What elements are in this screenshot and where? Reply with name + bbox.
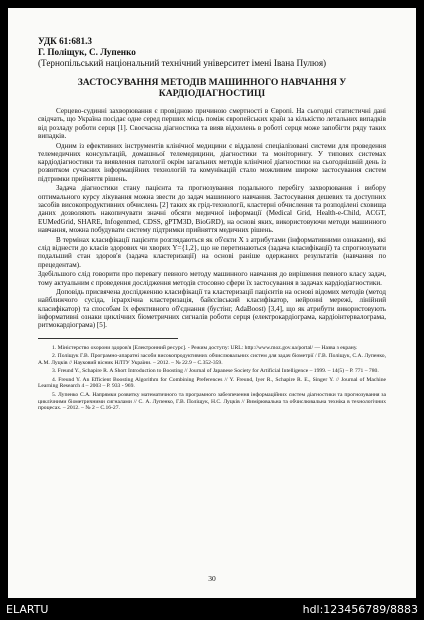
paragraph: Доповідь присвячена дослідженню класифікації та кластеризації пацієнтів на основі відомих методів (метод найближчого сусіда, ієрархічна кластеризація, байєсівський класифікатор, нейронні мережі, лінійний класифікатор) та способам їх ефективного об'єднання (бустінг, AdaBoost) [3,4], що як атрибути використовують інформативні ознаки циклічних біометричних сигналів роботи серця (електрокардіограма, кардіоінтервалограма, ритмокардіограма) [5]. xyxy=(38,288,386,330)
document-page xyxy=(8,8,416,598)
viewer-footer xyxy=(0,600,424,620)
udk-code: УДК 61:681.3 xyxy=(38,36,93,46)
reference-item: 5. Лупенко С.А. Напрямки розвитку математичного та програмного забезпечення інформаційних систем діагностики та прогнозування за циклічними біометричними сигналами // С. А. Лупенко, Г.В. Поліщук, Н.С. Луцків // Вимірювальна та обчислювальна техніка в технологічних процесах. – 2012. – № 2 – С.16-27. xyxy=(38,391,386,412)
paragraph: Одним із ефективних інструментів клінічної медицини є віддалені спеціалізовані системи для проведення телемедичних консультацій, домашньої телемедицини, діагностики та моніторингу. У типових системах кардіодіагностики та виявлення патології окрім загальних методів клінічної діагностики на сьогоднішній день із розвитком сучасних інформаційних технологій та комунікацій стало можливим широке застосування систем підтримки прийняття рішень. xyxy=(38,141,386,183)
repository-label: ELARTU xyxy=(6,603,49,616)
authors: Г. Поліщук, С. Лупенко xyxy=(38,47,136,57)
paragraph: Здебільшого слід говорити про перевагу певного методу машинного навчання до вирішення певного класу задач, тому актуальним є проведення дослідження методів стосовно сфери їх застосування в задачах кардіодіагностики. xyxy=(38,270,386,287)
reference-item[interactable]: 1. Міністерство охорони здоров'я [Електронний ресурс]. - Режим доступу: URL: http://www.moz.gov.ua/portal/ — Назва з екрану. xyxy=(52,344,358,351)
reference-item: 2. Поліщук Г.В. Програмно-апаратні засоби високопродуктивних обчислювальних систем для задач біометрії / Г.В. Поліщук, С.А. Лупенко, А.М. Луцків // Науковий вісник НЛТУ України. – 2012. – № 22.9 – С.352-359. xyxy=(38,353,386,366)
reference-item: 3. Freund Y., Schapire R. A Short Introduction to Boosting // Journal of Japanese Society for Artificial Intelligence – 1999. – 14(5) – P. 771 – 780. xyxy=(52,368,379,375)
page-number: 30 xyxy=(208,574,216,583)
references-list xyxy=(38,345,386,413)
paragraph: Задача діагностики стану пацієнта та прогнозування подального перебігу захворювання і вибору оптимального курсу лікування можна звести до задач машинного навчання. Застосування дешевих та доступних засобів високопродуктивних обчислень [2] таких як грід-технології, кластерні обчислення та розподілені сховища даних дозволяють накопичувати значні обсяги медичної інформації (Medical Grid, Health-e-Child, ACGT, EUMedGrid, SHARE, Infogenmed, CDSS, gPTM3D, BioGRD), на основі яких, використовуючи методи машинного навчання, можна побудувати систему підтримки прийняття медичних рішень. xyxy=(38,184,386,234)
footnote-divider xyxy=(38,338,178,339)
paper-title: ЗАСТОСУВАННЯ МЕТОДІВ МАШИННОГО НАВЧАННЯ У КАРДІОДІАГНОСТИЦІ xyxy=(77,77,347,99)
paragraph: Серцево-судинні захворювання є провідною причиною смертності в Європі. На сьогодні статистичні дані свідчать, що Україна посідає одне серед перших місць поміж європейських країн за кількістю летальних випадків від розладу роботи серця [1]. Своєчасна діагностика та вияв відхилень в роботі серця може запобігти ряду таких випадків. xyxy=(38,107,386,140)
handle-identifier: hdl:123456789/8883 xyxy=(302,603,418,616)
paragraph: В термінах класифікації пацієнти розглядаються як об'єкти X з атрибутами (інформативними ознаками), які слід віднести до класів здорових чи хворих Y={1,2}, що не перетинаються (задача класифікації) та спрогнозувати подальший стан здоров'я (задача кластеризації) на основі раніше одержаних результатів (навчання по прецедентам). xyxy=(38,235,386,269)
affiliation: (Тернопільський національний технічний університет імені Івана Пулюя) xyxy=(38,58,327,68)
paper-body xyxy=(38,107,386,330)
reference-item: 4. Freund Y. An Efficient Boosting Algorithm for Combining Preferences // Y. Freund, Iyer R., Schapire R. E., Singer Y. // Journal of Machine Learning Research 4 – 2003 – P. 933 - 969. xyxy=(38,376,386,390)
